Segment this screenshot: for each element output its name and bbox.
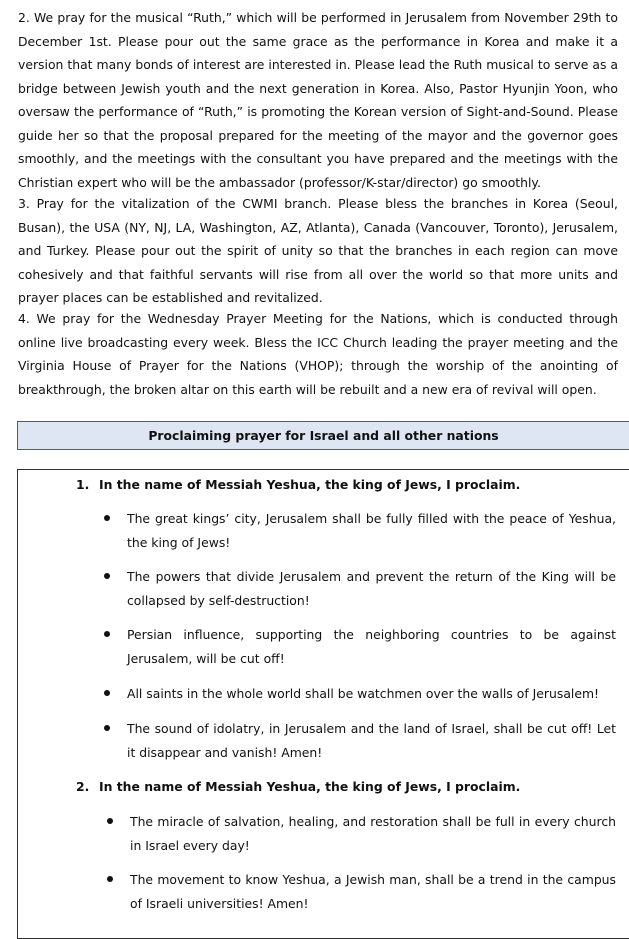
proclamation-title-box — [17, 421, 629, 450]
bullet-icon — [107, 876, 113, 882]
bullet-icon — [104, 515, 110, 521]
prayer-paragraph-3: 3. Pray for the vitalization of the CWMI branch. Please bless the branches in Korea (Seoul, Busan), the USA (NY, NJ, LA, Washington, AZ, Atlanta), Canada (Vancouver, Toronto), Jerusalem, and Turkey. Please pour out the spirit of unity so that the branches in each region can move cohesively and that faithful servants will rise from all over the world so that more units and prayer places can be established and revitalized. — [18, 196, 618, 305]
bullet-text: The powers that divide Jerusalem and prevent the return of the King will be collapsed by self-destruction! — [127, 569, 616, 608]
bullet-icon — [104, 725, 110, 731]
bullet-text: The miracle of salvation, healing, and restoration shall be full in every church in Israel every day! — [130, 814, 616, 853]
bullet-icon — [104, 573, 110, 579]
section-heading-text: In the name of Messiah Yeshua, the king of Jews, I proclaim. — [99, 779, 521, 794]
bullet-text: The movement to know Yeshua, a Jewish man, shall be a trend in the campus of Israeli universities! Amen! — [130, 872, 616, 911]
section-number: 1. — [76, 477, 90, 492]
bullet-text: The sound of idolatry, in Jerusalem and the land of Israel, shall be cut off! Let it disappear and vanish! Amen! — [127, 721, 616, 760]
bullet-icon — [104, 690, 110, 696]
proclamation-content-box — [17, 469, 629, 939]
prayer-paragraph-4: 4. We pray for the Wednesday Prayer Meeting for the Nations, which is conducted through online live broadcasting every week. Bless the ICC Church leading the prayer meeting and the Virginia House of Prayer for the Nations (VHOP); through the worship of the anointing of breakthrough, the broken altar on this earth will be rebuilt and a new era of revival will open. — [18, 311, 618, 397]
bullet-text: All saints in the whole world shall be watchmen over the walls of Jerusalem! — [127, 686, 600, 701]
proclamation-title: Proclaiming prayer for Israel and all other nations — [148, 428, 499, 443]
bullet-text: Persian influence, supporting the neighboring countries to be against Jerusalem, will be cut off! — [127, 627, 616, 666]
prayer-paragraph-2: 2. We pray for the musical “Ruth,” which will be performed in Jerusalem from November 29th to December 1st. Please pour out the same grace as the performance in Korea and make it a version that many bonds of interest are interested in. Please lead the Ruth musical to serve as a bridge between Jewish youth and the next generation in Korea. Also, Pastor Hyunjin Yoon, who oversaw the performance of “Ruth,” is promoting the Korean version of Sight-and-Sound. Please guide her so that the proposal prepared for the meeting of the mayor and the governor goes smoothly, and the meetings with the consultant you have prepared and the meetings with the Christian expert who will be the ambassador (professor/K-star/director) go smoothly. — [18, 10, 618, 190]
bullet-icon — [104, 631, 110, 637]
bullet-icon — [107, 818, 113, 824]
section-heading-text: In the name of Messiah Yeshua, the king of Jews, I proclaim. — [99, 477, 521, 492]
section-number: 2. — [76, 779, 90, 794]
bullet-text: The great kings’ city, Jerusalem shall be fully filled with the peace of Yeshua, the king of Jews! — [127, 511, 616, 550]
